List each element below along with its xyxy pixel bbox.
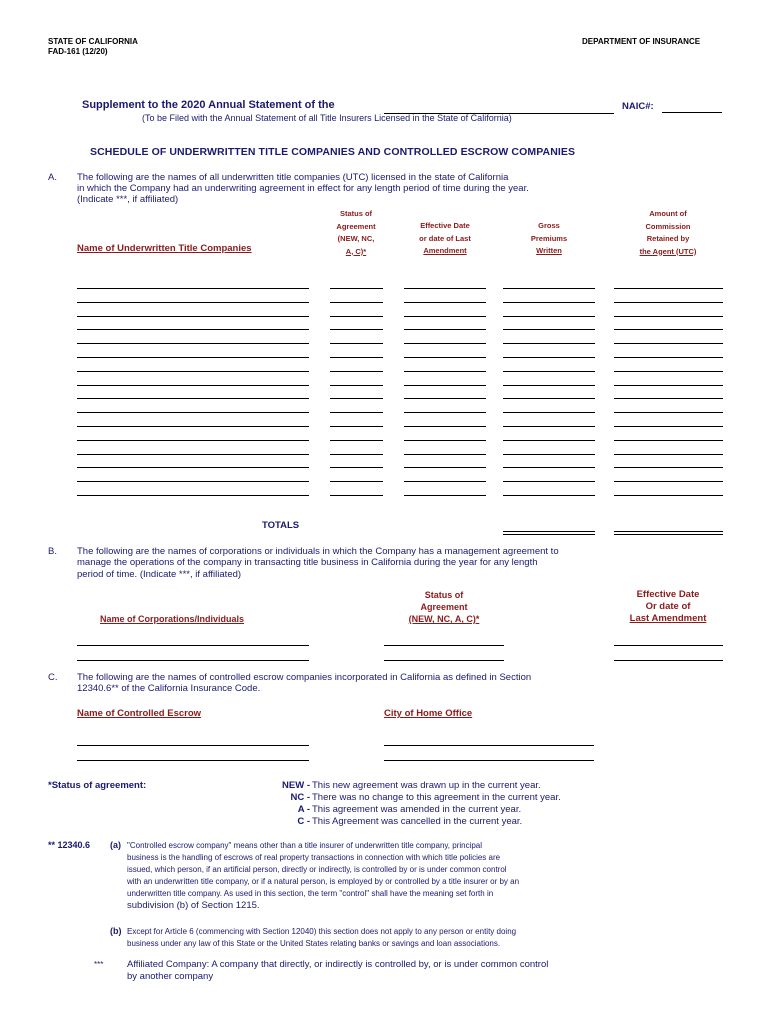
utc-row-12-name[interactable] [77, 440, 309, 441]
utc-row-5-name[interactable] [77, 343, 309, 344]
total-commission-line[interactable] [614, 531, 723, 532]
section-a-text-1: The following are the names of all underwritten title companies (UTC) licensed in the state of California [77, 172, 509, 183]
utc-row-14-status[interactable] [330, 467, 383, 468]
utc-row-4-commission[interactable] [614, 329, 723, 330]
col-corp-name: Name of Corporations/Individuals [100, 614, 245, 624]
utc-row-8-commission[interactable] [614, 385, 723, 386]
section-a-letter: A. [48, 172, 57, 183]
utc-row-15-date[interactable] [404, 481, 486, 482]
col-utc-commission-l4: the Agent (UTC) [639, 246, 697, 256]
utc-row-1-date[interactable] [404, 288, 486, 289]
footnote-a-line-3: issued, which person, if an artificial person, directly or indirectly, is controlled by or is under common control [127, 865, 507, 874]
section-b-text-2: manage the operations of the company in transacting title business in California during the year for any length [77, 557, 538, 568]
col-corp-status-l2: Agreement [420, 602, 468, 612]
page-title: Supplement to the 2020 Annual Statement of the [82, 99, 335, 111]
utc-row-7-premiums[interactable] [503, 371, 595, 372]
utc-row-1-name[interactable] [77, 288, 309, 289]
utc-row-12-date[interactable] [404, 440, 486, 441]
status-code-a: A - [297, 804, 310, 815]
utc-row-9-premiums[interactable] [503, 398, 595, 399]
status-legend-label: *Status of agreement: [48, 780, 147, 791]
utc-row-12-status[interactable] [330, 440, 383, 441]
status-text-c: This Agreement was cancelled in the current year. [312, 816, 523, 827]
col-utc-commission-l2: Commission [645, 221, 691, 231]
col-utc-premiums-l3: Written [536, 246, 562, 255]
utc-row-13-name[interactable] [77, 454, 309, 455]
col-utc-name: Name of Underwritten Title Companies [77, 243, 252, 254]
utc-row-9-status[interactable] [330, 398, 383, 399]
utc-row-16-commission[interactable] [614, 495, 723, 496]
utc-row-9-date[interactable] [404, 398, 486, 399]
section-a-text-3: (Indicate ***, if affiliated) [77, 194, 179, 205]
utc-row-16-status[interactable] [330, 495, 383, 496]
col-utc-date [400, 220, 490, 258]
col-utc-commission-l1: Amount of [649, 209, 687, 218]
col-utc-date-l3: Amendment [423, 246, 467, 255]
total-premiums-line[interactable] [503, 531, 595, 532]
col-corp-status [384, 589, 504, 625]
utc-row-7-status[interactable] [330, 371, 383, 372]
utc-row-13-premiums[interactable] [503, 454, 595, 455]
utc-row-4-premiums[interactable] [503, 329, 595, 330]
corp-row-1-name[interactable] [77, 645, 309, 646]
utc-row-15-commission[interactable] [614, 481, 723, 482]
schedule-title: SCHEDULE OF UNDERWRITTEN TITLE COMPANIES AND CONTROLLED ESCROW COMPANIES [90, 146, 576, 158]
utc-row-2-status[interactable] [330, 302, 383, 303]
footnote-a-text [127, 840, 519, 912]
col-utc-premiums-l2: Premiums [530, 233, 568, 243]
utc-row-15-premiums[interactable] [503, 481, 595, 482]
utc-row-11-commission[interactable] [614, 426, 723, 427]
footnote-b-line-2: business under any law of this State or the United States relating banks or savings and loan associations. [127, 939, 501, 948]
utc-row-7-commission[interactable] [614, 371, 723, 372]
utc-row-14-premiums[interactable] [503, 467, 595, 468]
col-corp-date [612, 589, 724, 625]
utc-row-3-commission[interactable] [614, 316, 723, 317]
affiliated-line-1: Affiliated Company: A company that directly, or indirectly is controlled by, or is under common control [127, 959, 549, 970]
utc-row-11-name[interactable] [77, 426, 309, 427]
utc-row-7-date[interactable] [404, 371, 486, 372]
col-escrow-name: Name of Controlled Escrow [77, 708, 202, 719]
page-subtitle: (To be Filed with the Annual Statement of all Title Insurers Licensed in the State of California) [142, 113, 512, 123]
corp-row-2-name[interactable] [77, 660, 309, 661]
naic-label: NAIC#: [622, 101, 654, 112]
footnote-b-line-1: Except for Article 6 (commencing with Section 12040) this section does not apply to any person or entity doing [127, 927, 517, 936]
col-corp-status-l3: (NEW, NC, A, C)* [408, 614, 480, 624]
utc-row-3-status[interactable] [330, 316, 383, 317]
utc-row-2-commission[interactable] [614, 302, 723, 303]
utc-row-1-commission[interactable] [614, 288, 723, 289]
footnote-a-label: (a) [110, 840, 121, 850]
utc-row-14-date[interactable] [404, 467, 486, 468]
corp-row-1-date[interactable] [614, 645, 723, 646]
utc-row-5-commission[interactable] [614, 343, 723, 344]
department-label: DEPARTMENT OF INSURANCE [582, 37, 701, 46]
utc-row-15-status[interactable] [330, 481, 383, 482]
footnote-a-line-4: with an underwritten title company, or if a natural person, is employed by or controlled by a title insurer or by an [127, 877, 520, 886]
affiliated-line-2: by another company [127, 971, 214, 982]
utc-row-1-status[interactable] [330, 288, 383, 289]
utc-row-10-name[interactable] [77, 412, 309, 413]
utc-row-12-premiums[interactable] [503, 440, 595, 441]
total-commission-line-double [614, 534, 723, 535]
footnote-a-line-2: business is the handling of escrows of real property transactions in connection with which title policies are [127, 853, 501, 862]
utc-row-8-status[interactable] [330, 385, 383, 386]
footnote-b-text [127, 926, 516, 950]
footnote-ref: ** 12340.6 [48, 840, 91, 850]
corp-row-2-date[interactable] [614, 660, 723, 661]
utc-row-1-premiums[interactable] [503, 288, 595, 289]
utc-row-12-commission[interactable] [614, 440, 723, 441]
utc-row-10-commission[interactable] [614, 412, 723, 413]
utc-row-7-name[interactable] [77, 371, 309, 372]
utc-row-10-status[interactable] [330, 412, 383, 413]
utc-row-6-date[interactable] [404, 357, 486, 358]
totals-label: TOTALS [262, 520, 300, 531]
col-utc-commission [612, 208, 724, 258]
status-code-nc: NC - [290, 792, 310, 803]
corp-row-2-status[interactable] [384, 660, 504, 661]
affiliated-mark: *** [94, 960, 104, 969]
col-utc-status-l4: A, C)* [345, 246, 367, 256]
utc-row-15-name[interactable] [77, 481, 309, 482]
footnote-a-line-1: "Controlled escrow company" means other than a title insurer of underwritten title company, principal [127, 841, 483, 850]
col-utc-date-l1: Effective Date [420, 221, 470, 230]
utc-row-6-name[interactable] [77, 357, 309, 358]
section-b-text-3: period of time. (Indicate ***, if affiliated) [77, 569, 242, 580]
footnote-b-label: (b) [110, 926, 122, 936]
utc-row-4-name[interactable] [77, 329, 309, 330]
utc-row-2-premiums[interactable] [503, 302, 595, 303]
col-utc-premiums [503, 220, 595, 258]
utc-row-2-name[interactable] [77, 302, 309, 303]
utc-row-16-name[interactable] [77, 495, 309, 496]
utc-row-5-premiums[interactable] [503, 343, 595, 344]
section-b-text-1: The following are the names of corporations or individuals in which the Company has a management agreement to [77, 546, 559, 557]
utc-row-6-status[interactable] [330, 357, 383, 358]
affiliated-definition [127, 959, 548, 983]
utc-row-13-commission[interactable] [614, 454, 723, 455]
utc-row-8-name[interactable] [77, 385, 309, 386]
escrow-row-1-name[interactable] [77, 745, 309, 746]
utc-row-9-commission[interactable] [614, 398, 723, 399]
status-text-new: This new agreement was drawn up in the current year. [312, 780, 541, 791]
section-c-text-2: 12340.6** of the California Insurance Code. [77, 683, 261, 694]
form-number: FAD-161 (12/20) [48, 47, 108, 56]
status-text-nc: There was no change to this agreement in the current year. [312, 792, 561, 803]
col-corp-date-l2: Or date of [645, 601, 691, 612]
utc-row-16-date[interactable] [404, 495, 486, 496]
escrow-row-2-name[interactable] [77, 760, 309, 761]
section-b-letter: B. [48, 546, 57, 557]
utc-row-13-status[interactable] [330, 454, 383, 455]
footnote-a-line-6: subdivision (b) of Section 1215. [127, 900, 260, 911]
section-c-letter: C. [48, 672, 58, 683]
utc-row-3-premiums[interactable] [503, 316, 595, 317]
col-utc-status-l1: Status of [339, 209, 373, 218]
escrow-row-1-city[interactable] [384, 745, 594, 746]
corp-row-1-status[interactable] [384, 645, 504, 646]
utc-row-5-date[interactable] [404, 343, 486, 344]
status-text-a: This agreement was amended in the current year. [312, 804, 522, 815]
utc-row-11-date[interactable] [404, 426, 486, 427]
total-premiums-line-double [503, 534, 595, 535]
col-utc-status [325, 208, 387, 258]
utc-row-5-status[interactable] [330, 343, 383, 344]
col-utc-status-l2: Agreement [336, 221, 376, 231]
col-corp-status-l1: Status of [424, 590, 464, 600]
footnote-a-line-5: underwritten title company. As used in this section, the term "control" shall have the meaning set forth in [127, 889, 494, 898]
col-utc-premiums-l1: Gross [538, 221, 560, 230]
utc-row-2-date[interactable] [404, 302, 486, 303]
utc-row-16-premiums[interactable] [503, 495, 595, 496]
section-c-text-1: The following are the names of controlled escrow companies incorporated in California as defined in Section [77, 672, 532, 683]
utc-row-9-name[interactable] [77, 398, 309, 399]
utc-row-3-date[interactable] [404, 316, 486, 317]
utc-row-10-date[interactable] [404, 412, 486, 413]
utc-row-14-name[interactable] [77, 467, 309, 468]
col-corp-date-l1: Effective Date [636, 589, 700, 600]
utc-row-6-premiums[interactable] [503, 357, 595, 358]
status-code-c: C - [297, 816, 310, 827]
section-a-text-2: in which the Company had an underwriting agreement in effect for any length period of time during the year. [77, 183, 529, 194]
utc-row-10-premiums[interactable] [503, 412, 595, 413]
utc-row-4-date[interactable] [404, 329, 486, 330]
utc-row-8-date[interactable] [404, 385, 486, 386]
naic-line[interactable] [662, 112, 722, 113]
utc-row-4-status[interactable] [330, 329, 383, 330]
utc-row-14-commission[interactable] [614, 467, 723, 468]
utc-row-13-date[interactable] [404, 454, 486, 455]
utc-row-11-premiums[interactable] [503, 426, 595, 427]
col-utc-date-l2: or date of Last [419, 233, 471, 243]
col-utc-status-l3: (NEW, NC, [337, 234, 375, 243]
state-label: STATE OF CALIFORNIA [48, 37, 138, 46]
col-utc-commission-l3: Retained by [646, 234, 690, 243]
utc-row-8-premiums[interactable] [503, 385, 595, 386]
utc-row-3-name[interactable] [77, 316, 309, 317]
escrow-row-2-city[interactable] [384, 760, 594, 761]
col-corp-date-l3: Last Amendment [629, 613, 707, 624]
col-escrow-city: City of Home Office [384, 708, 473, 719]
utc-row-6-commission[interactable] [614, 357, 723, 358]
utc-row-11-status[interactable] [330, 426, 383, 427]
status-code-new: NEW - [282, 780, 310, 791]
